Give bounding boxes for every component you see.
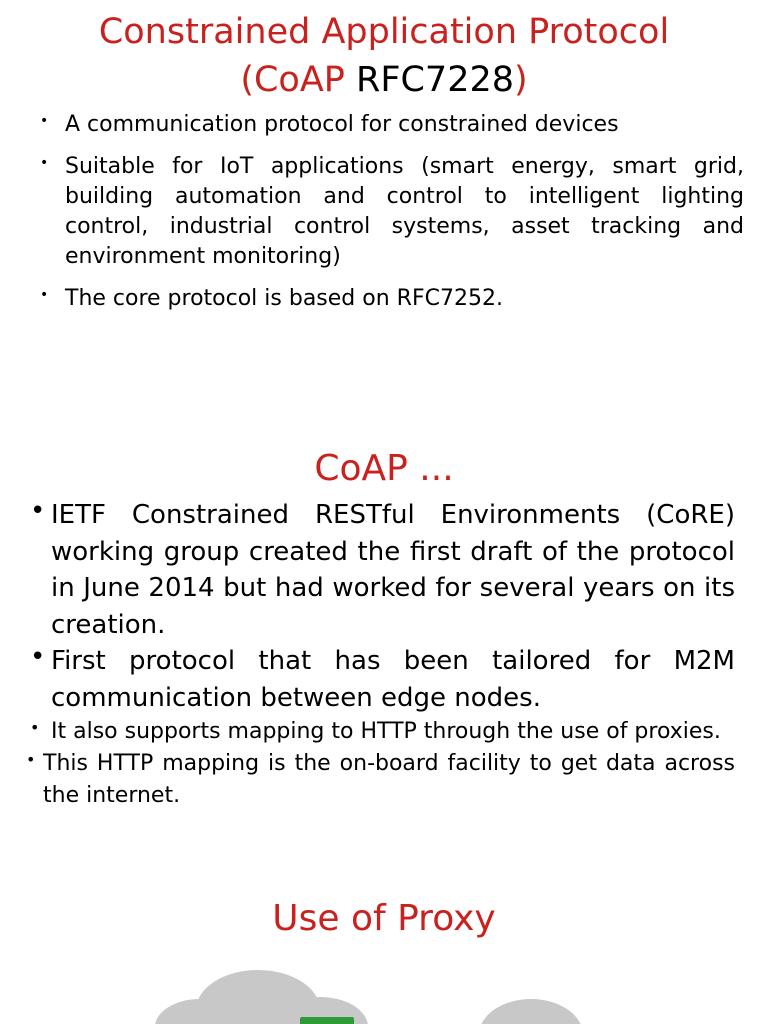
bullet-text: Suitable for IoT applications (smart energy, smart grid, building automation and control to intelligent lighting control, industrial control systems, asset tracking and environment monitoring) [65,154,744,269]
slide-coap-intro [0,8,768,326]
bullet-text: The core protocol is based on RFC7252. [65,286,503,311]
cloud-icon [155,970,368,1024]
list-item [26,748,735,812]
bullet-icon: • [40,287,49,303]
slide-use-of-proxy [0,895,768,943]
bullet-icon: • [30,718,40,737]
title-close-paren: ) [514,60,528,100]
list-item [30,497,735,643]
bullet-icon: • [40,155,49,171]
bullet-text: A communication protocol for constrained devices [65,112,619,137]
proxy-diagram [0,955,768,1024]
bullet-list [0,110,768,314]
bullet-text: IETF Constrained RESTful Environments (CoRE) working group created the first draft of the protocol in June 2014 but had worked for several years on its creation. [51,500,735,640]
bullet-icon: • [40,113,49,129]
device-icon [300,1017,354,1024]
title-coap: CoAP [253,60,345,100]
bullet-text: It also supports mapping to HTTP through the use of proxies. [51,719,721,744]
bullet-icon: • [30,496,46,526]
slide-title [0,8,768,104]
bullet-list [0,497,768,812]
title-line-1: Constrained Application Protocol [98,12,670,52]
slide-title: Use of Proxy [272,898,496,939]
list-item [40,110,744,140]
slide-coap-details [0,445,768,812]
list-item [40,152,744,272]
list-item [40,284,744,314]
bullet-text: First protocol that has been tailored for M2M communication between edge nodes. [51,646,735,713]
title-rfc: RFC7228 [356,60,514,100]
slide-title: CoAP ... [314,448,454,489]
server-icon [479,999,583,1024]
list-item [30,643,735,716]
bullet-icon: • [30,642,46,672]
bullet-icon: • [26,750,36,769]
list-item [30,716,735,748]
title-open-paren: ( [240,60,254,100]
bullet-text: This HTTP mapping is the on-board facility to get data across the internet. [43,751,735,808]
